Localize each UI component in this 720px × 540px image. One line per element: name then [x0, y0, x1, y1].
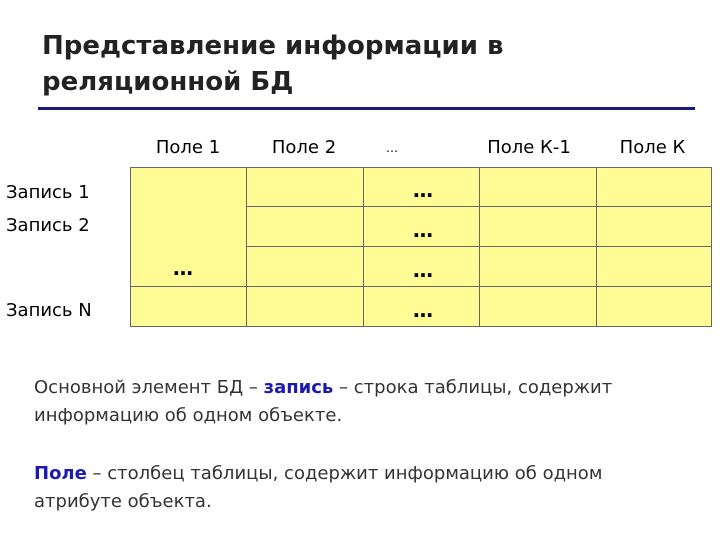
column-header-2: Поле 2 [271, 137, 337, 158]
row-label-n: Запись N [6, 300, 92, 321]
definition-record-before: Основной элемент БД – [34, 377, 264, 398]
ellipsis-cell: … [413, 178, 433, 202]
page-title: Представление информации в реляционной БД [42, 31, 504, 97]
ellipsis-cell: … [413, 258, 433, 282]
row-divider [246, 206, 711, 207]
title-underline [38, 107, 695, 110]
term-record: запись [263, 377, 334, 398]
column-header-ellipsis: … [386, 141, 398, 155]
row-divider [131, 286, 711, 287]
column-divider [363, 168, 364, 326]
definition-record-after: – строка таблицы, содержит информацию об одном объекте. [34, 377, 613, 426]
definition-field [34, 460, 674, 516]
term-field: Поле [34, 463, 87, 484]
column-header-k: Поле К [619, 137, 686, 158]
ellipsis-rows: … [173, 256, 193, 280]
column-divider [246, 168, 247, 326]
column-divider [596, 168, 597, 326]
ellipsis-cell: … [413, 218, 433, 242]
row-divider [246, 246, 711, 247]
ellipsis-cell: … [413, 298, 433, 322]
row-label-2: Запись 2 [6, 215, 90, 236]
definition-field-after: – столбец таблицы, содержит информацию об одном атрибуте объекта. [34, 463, 603, 512]
column-divider [479, 168, 480, 326]
row-label-1: Запись 1 [6, 182, 90, 203]
column-header-k-minus-1: Поле К-1 [487, 137, 571, 158]
column-header-1: Поле 1 [155, 137, 221, 158]
relational-table [130, 167, 712, 327]
definition-record [34, 374, 674, 430]
